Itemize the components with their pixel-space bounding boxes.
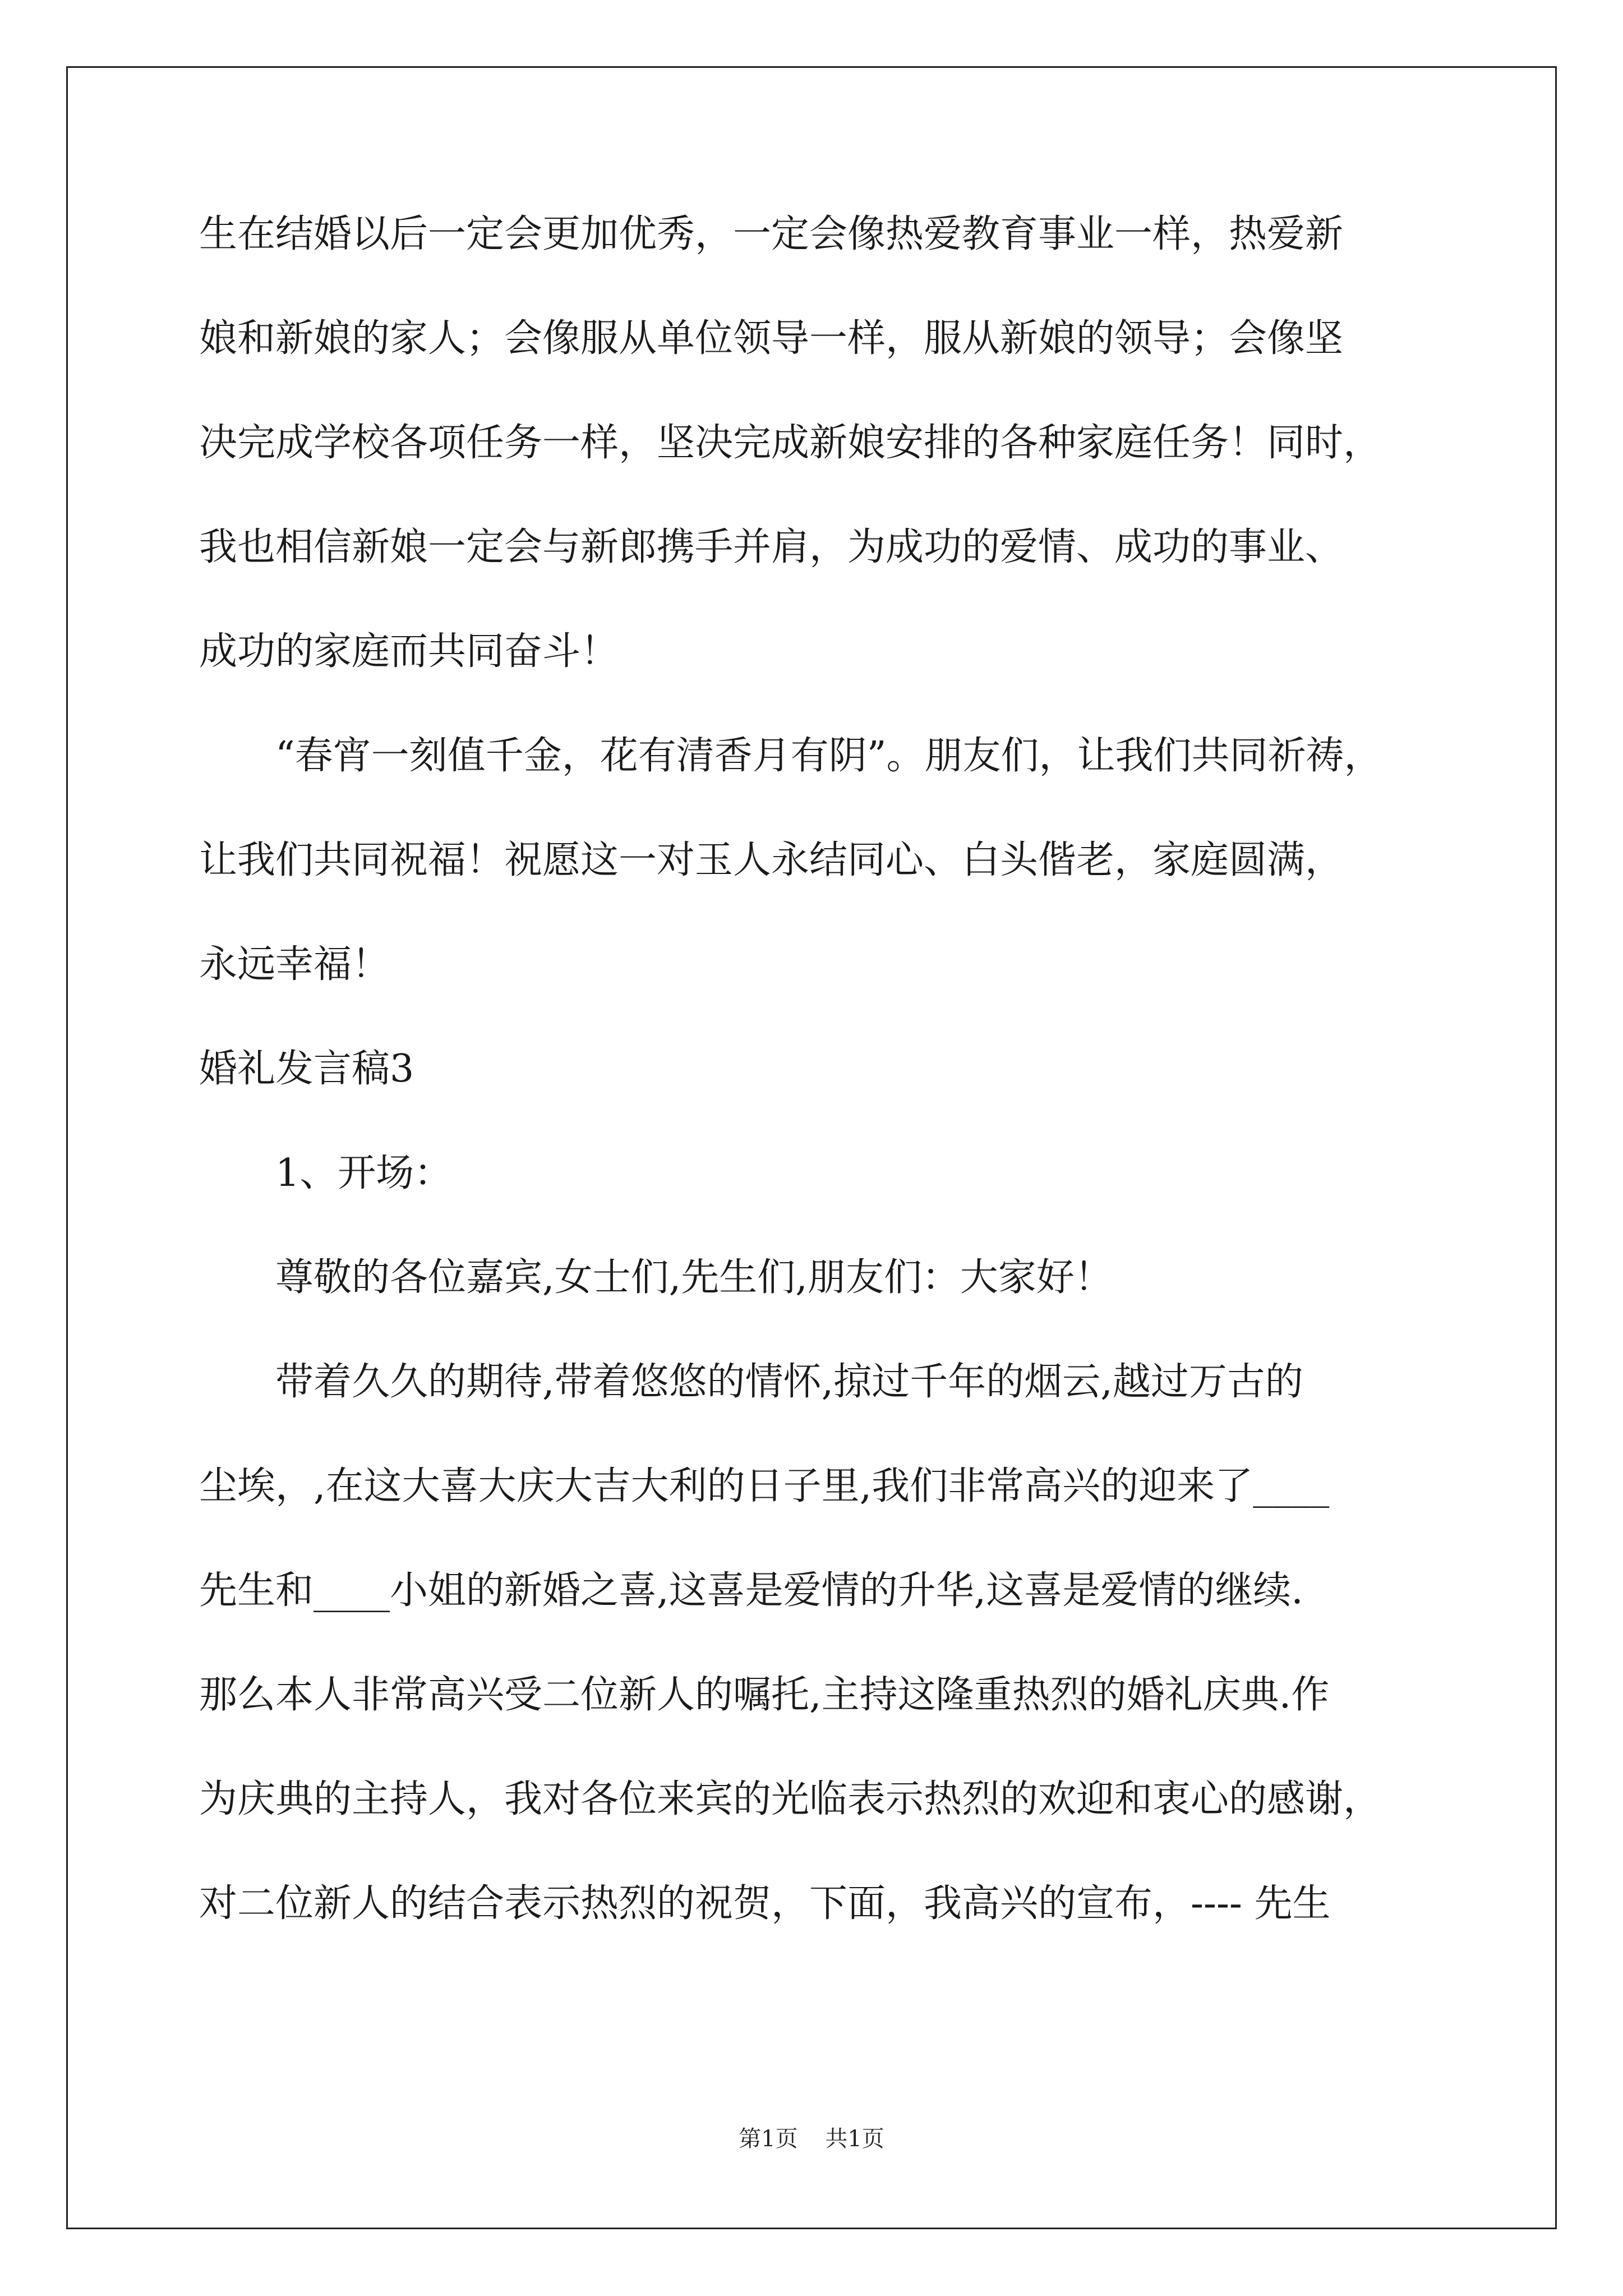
text-line: 生在结婚以后一定会更加优秀，一定会像热爱教育事业一样，热爱新 [199,212,1344,256]
text-line: 为庆典的主持人，我对各位来宾的光临表示热烈的欢迎和衷心的感谢， [199,1777,1382,1821]
text-line: 尘埃，,在这大喜大庆大吉大利的日子里,我们非常高兴的迎来了____ [199,1464,1330,1508]
text-line: 带着久久的期待,带着悠悠的情怀,掠过千年的烟云,越过万古的 [275,1360,1303,1404]
text-line: 1、开场： [275,1151,453,1195]
text-line: 我也相信新娘一定会与新郎携手并肩，为成功的爱情、成功的事业、 [199,525,1344,569]
text-line: 永远幸福！ [199,942,390,987]
text-line: 决完成学校各项任务一样，坚决完成新娘安排的各种家庭任务！同时， [199,421,1382,465]
text-line: 成功的家庭而共同奋斗！ [199,629,619,674]
page-footer [0,2125,1623,2153]
text-line: 尊敬的各位嘉宾,女士们,先生们,朋友们：大家好！ [275,1255,1113,1300]
page-total: 共1页 [825,2126,884,2152]
section-heading: 婚礼发言稿3 [199,1047,414,1091]
text-line: 让我们共同祝福！祝愿这一对玉人永结同心、白头偕老，家庭圆满， [199,838,1344,882]
text-line: 对二位新人的结合表示热烈的祝贺，下面，我高兴的宣布，---- 先生 [199,1881,1331,1926]
text-line: “春宵一刻值千金，花有清香月有阴”。朋友们，让我们共同祈祷， [275,734,1382,778]
text-line: 娘和新娘的家人；会像服从单位领导一样，服从新娘的领导；会像坚 [199,316,1344,361]
page-number: 第1页 [739,2126,798,2152]
text-line: 先生和____小姐的新婚之喜,这喜是爱情的升华,这喜是爱情的继续. [199,1568,1303,1613]
text-line: 那么本人非常高兴受二位新人的嘱托,主持这隆重热烈的婚礼庆典.作 [199,1673,1330,1717]
